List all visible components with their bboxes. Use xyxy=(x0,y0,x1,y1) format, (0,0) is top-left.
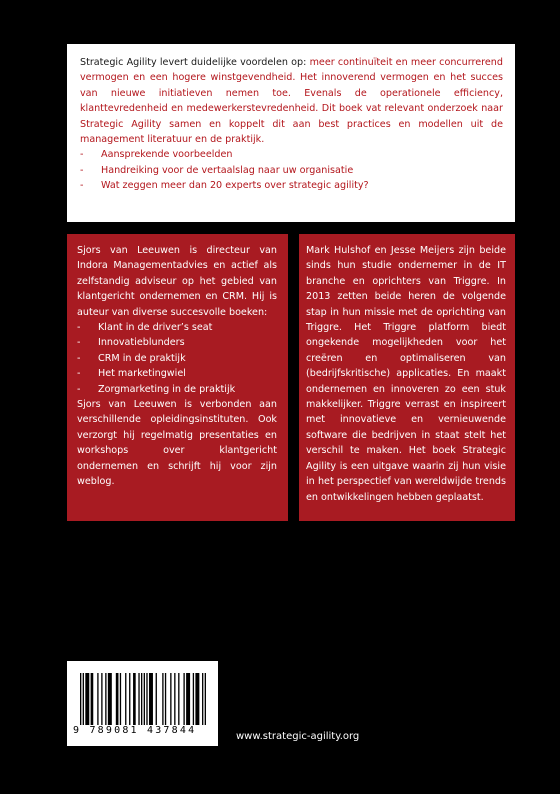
barcode-bar xyxy=(125,673,126,725)
isbn-barcode xyxy=(67,661,218,746)
bio-paragraph: Mark Hulshof en Jesse Meijers zijn beide sinds hun studie ondernemer in de IT branche en oprichters van Triggre. In 2013 zetten beide heren de volgende stap in hun missie met de oprichting van Triggre. Het Triggre platform biedt ongekende mogelijkheden voor het creëren en optimaliseren van (bedrijfskritische) applicaties. En maakt ondernemen en innoveren zo een stuk makkelijker. Triggre verrast en inspireert met innovatieve en vernieuwende software die bedrijven in staat stelt het verschil te maken. Het boek Strategic Agility is een uitgave waarin zij hun visie in het perspectief van wereldwijde trends en ontwikkelingen hebben geplaatst. xyxy=(306,245,506,503)
list-item: - Het marketingwiel xyxy=(77,366,277,381)
barcode-bar xyxy=(83,673,84,725)
barcode-bar xyxy=(174,673,175,725)
barcode-bar xyxy=(108,673,112,725)
barcode-bar xyxy=(170,673,171,725)
barcode-bar xyxy=(156,673,157,725)
intro-box xyxy=(67,44,515,222)
barcode-bar xyxy=(186,673,190,725)
isbn-number: 9 789081 437844 xyxy=(73,725,197,736)
intro-bullet-list xyxy=(80,147,503,193)
barcode-bar xyxy=(146,673,147,725)
barcode-bar xyxy=(80,673,81,725)
barcode-bar xyxy=(162,673,163,725)
barcode-bar xyxy=(183,673,184,725)
barcode-bar xyxy=(97,673,98,725)
website-url: www.strategic-agility.org xyxy=(236,731,360,742)
barcode-bar xyxy=(138,673,139,725)
list-item: - CRM in de praktijk xyxy=(77,351,277,366)
barcode-bar xyxy=(193,673,194,725)
barcode-bar xyxy=(165,673,166,725)
list-item: - Handreiking voor de vertaalslag naar uw organisatie xyxy=(80,163,503,178)
list-item: - Innovatieblunders xyxy=(77,335,277,350)
barcode-bar xyxy=(85,673,89,725)
bio-paragraph: Sjors van Leeuwen is directeur van Indora Managementadvies en actief als zelfstandig adviseur op het gebied van klantgericht ondernemen en CRM. Hij is auteur van diverse succesvolle boeken: xyxy=(77,245,277,318)
barcode-bar xyxy=(195,673,199,725)
barcode-bar xyxy=(202,673,203,725)
list-item: - Klant in de driver’s seat xyxy=(77,320,277,335)
author-bio-sjors xyxy=(67,234,288,521)
barcode-bar xyxy=(133,673,136,725)
book-list xyxy=(77,320,277,397)
intro-body: meer continuïteit en meer concurrerend vermogen en een hogere winstgevendheid. Het innoverend vermogen en het succes van nieuwe initiatieven nemen toe. Evenals de operationele efficiency, klanttevredenheid en medewerkerstevredenheid. Dit boek vat relevant onderzoek naar Strategic Agility samen en koppelt dit aan best practices en modellen uit de management literatuur en de praktijk. xyxy=(80,57,503,146)
barcode-bar xyxy=(101,673,102,725)
barcode-bar xyxy=(120,673,121,725)
intro-text xyxy=(80,55,503,147)
barcode-bar xyxy=(91,673,94,725)
list-item: - Aansprekende voorbeelden xyxy=(80,147,503,162)
barcode-bar xyxy=(205,673,206,725)
list-item: - Wat zeggen meer dan 20 experts over strategic agility? xyxy=(80,178,503,193)
barcode-bars xyxy=(80,673,206,725)
barcode-bar xyxy=(105,673,106,725)
bio-paragraph: Sjors van Leeuwen is verbonden aan verschillende opleidingsinstituten. Ook verzorgt hij regelmatig presentaties en workshops over klantgericht ondernemen en schrijft hij voor zijn weblog. xyxy=(77,399,277,488)
barcode-bar xyxy=(141,673,142,725)
barcode-bar xyxy=(116,673,119,725)
barcode-bar xyxy=(149,673,153,725)
intro-lead: Strategic Agility levert duidelijke voordelen op: xyxy=(80,57,307,68)
barcode-bar xyxy=(129,673,130,725)
barcode-bar xyxy=(144,673,145,725)
barcode-bar xyxy=(178,673,179,725)
author-bio-triggre xyxy=(299,234,515,521)
list-item: - Zorgmarketing in de praktijk xyxy=(77,382,277,397)
